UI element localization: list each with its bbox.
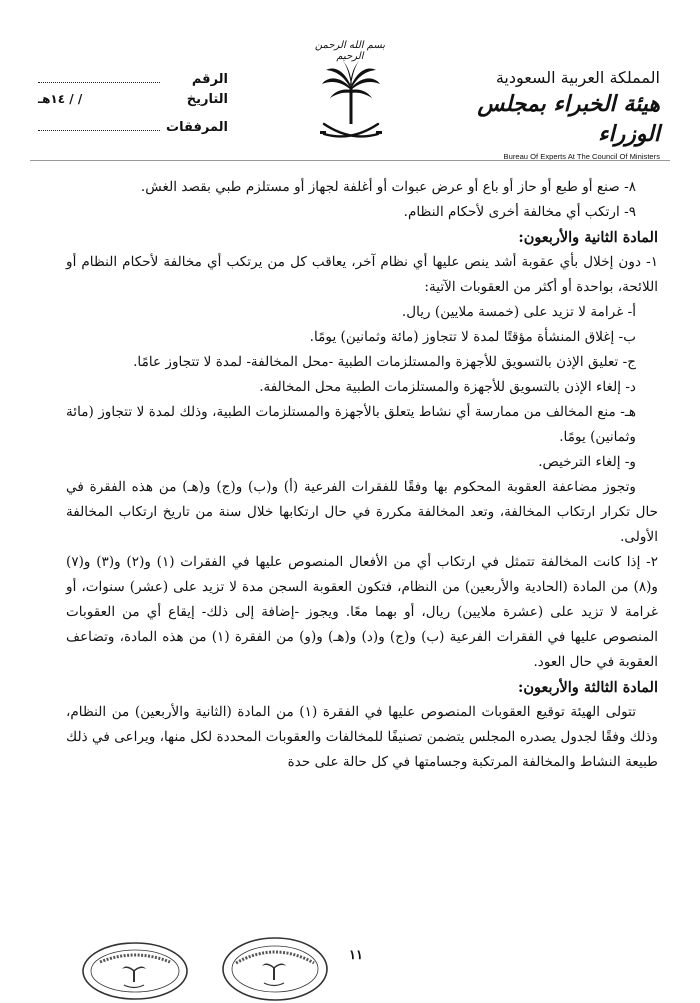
sub-clause: د- إلغاء الإذن بالتسويق للأجهزة والمستلزمات الطبية محل المخالفة. bbox=[259, 379, 636, 395]
basmala: بسم الله الرحمن الرحيم bbox=[314, 40, 386, 62]
sub-clause: و- إلغاء الترخيص. bbox=[538, 454, 636, 470]
paragraph: تتولى الهيئة توقيع العقوبات المنصوص عليها في الفقرة (١) من المادة (الثانية والأربعين) من النظام، وذلك وفقًا لجدول يصدره المجلس يتضمن تصنيفًا للمخالفات والعقوبات المحددة لكل منها، ويراعى في ذلك طبيعة النشاط والمخالفة المرتكبة وجسامتها في كل حالة على حدة bbox=[66, 704, 658, 770]
article-heading: المادة الثانية والأربعون: bbox=[518, 229, 658, 246]
attachments-line bbox=[38, 116, 160, 131]
ref-label: الرقم bbox=[191, 72, 228, 87]
page-number: ١١ bbox=[349, 948, 363, 963]
bureau-english-name: Bureau Of Experts At The Council Of Ministers bbox=[503, 152, 660, 161]
sub-clause: ب- إغلاق المنشأة مؤقتًا لمدة لا تتجاوز (مائة وثمانين) يومًا. bbox=[309, 329, 636, 345]
bureau-arabic-logo: هيئة الخبراء بمجلس الوزراء bbox=[477, 91, 660, 147]
paragraph-clause: ٢- إذا كانت المخالفة تتمثل في ارتكاب أي من الأفعال المنصوص عليها في الفقرات (١) و(٢) و(٣) و(٧) و(٨) من المادة (الحادية والأربعين) من النظام، فتكون العقوبة السجن مدة لا تزيد على (عشر) سنوات، أو غرامة لا تزيد على (عشرة ملايين) ريال، أو بهما معًا. ويجوز -إضافة إلى ذلك- إيقاع أي من العقوبات المنصوص عليها في الفقرات الفرعية (ب) و(ج) و(د) و(هـ) و(و) من الفقرة (١) من هذه المادة، وتضاعف العقوبة في حال العود. bbox=[66, 554, 658, 670]
palm-swords-emblem-icon bbox=[318, 58, 384, 150]
date-row bbox=[38, 92, 228, 116]
document-body bbox=[66, 175, 658, 775]
attachments-row bbox=[38, 116, 228, 140]
organization-block bbox=[460, 68, 660, 161]
kingdom-name: المملكة العربية السعودية bbox=[495, 68, 660, 87]
ref-row bbox=[38, 68, 228, 92]
article-heading: المادة الثالثة والأربعون: bbox=[517, 679, 658, 696]
paragraph-clause: ١- دون إخلال بأي عقوبة أشد ينص عليها أي نظام آخر، يعاقب كل من يرتكب أي مخالفة لأحكام النظام أو اللائحة، بواحدة أو أكثر من العقوبات الآتية: bbox=[66, 254, 658, 295]
date-value: / / ١٤هـ bbox=[38, 92, 83, 106]
official-seal-icon bbox=[80, 940, 190, 1002]
reference-block bbox=[38, 68, 228, 140]
paragraph: وتجوز مضاعفة العقوبة المحكوم بها وفقًا للفقرات الفرعية (أ) و(ب) و(ج) و(هـ) من هذه الفقرة في حال تكرار ارتكاب المخالفة، وتعد المخالفة مكررة في حال ارتكابها خلال سنة من تاريخ ارتكاب المخالفة الأولى. bbox=[66, 479, 658, 545]
attachments-label: المرفقات bbox=[166, 120, 228, 135]
list-item: ٩- ارتكب أي مخالفة أخرى لأحكام النظام. bbox=[403, 204, 636, 220]
list-item: ٨- صنع أو طبع أو حاز أو باع أو عرض عبوات أو أغلفة لجهاز أو مستلزم طبي بقصد الغش. bbox=[140, 179, 636, 195]
sub-clause: ج- تعليق الإذن بالتسويق للأجهزة والمستلزمات الطبية -محل المخالفة- لمدة لا تتجاوز عامًا. bbox=[133, 354, 636, 370]
sub-clause: هـ- منع المخالف من ممارسة أي نشاط يتعلق بالأجهزة والمستلزمات الطبية، وذلك لمدة لا تتجاوز (مائة وثمانين) يومًا. bbox=[66, 404, 636, 445]
sub-clause: أ- غرامة لا تزيد على (خمسة ملايين) ريال. bbox=[401, 304, 636, 320]
date-label: التاريخ bbox=[186, 92, 228, 107]
secretariat-seal-icon bbox=[220, 935, 330, 1003]
header-divider bbox=[30, 160, 670, 161]
ref-line bbox=[38, 68, 160, 83]
